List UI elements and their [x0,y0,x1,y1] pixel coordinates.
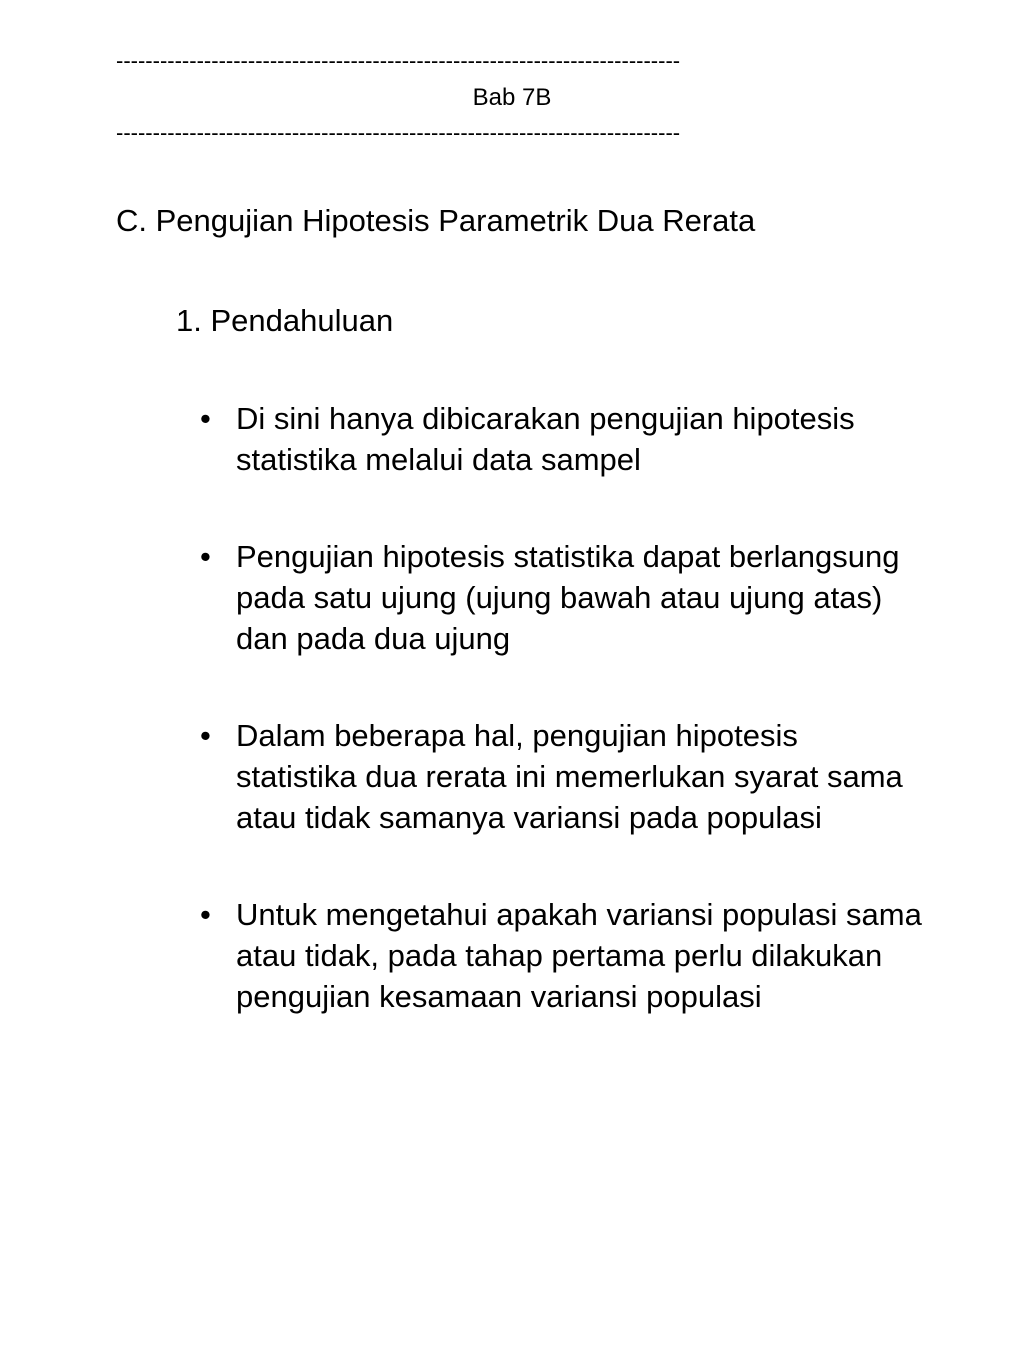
list-item [196,398,926,480]
bullet-text: Pengujian hipotesis statistika dapat berlangsung pada satu ujung (ujung bawah atau ujung atas) dan pada dua ujung [236,539,900,656]
section-title: C. Pengujian Hipotesis Parametrik Dua Rerata [116,203,756,238]
bullet-text: Di sini hanya dibicarakan pengujian hipotesis statistika melalui data sampel [236,401,855,477]
list-item [196,715,926,838]
header-rule-top: ----------------------------------------------------------------------------- [116,48,681,73]
chapter-label: Bab 7B [472,84,552,111]
list-item [196,894,926,1017]
bullet-text: Untuk mengetahui apakah variansi populasi sama atau tidak, pada tahap pertama perlu dilakukan pengujian kesamaan variansi populasi [236,897,922,1014]
bullet-list [196,398,926,1073]
bullet-text: Dalam beberapa hal, pengujian hipotesis statistika dua rerata ini memerlukan syarat sama atau tidak samanya variansi pada populasi [236,718,903,835]
subsection-title: 1. Pendahuluan [176,303,394,338]
bullet-marker: • [200,539,211,574]
header-rule-bottom: ----------------------------------------------------------------------------- [116,120,681,145]
bullet-marker: • [200,897,211,932]
bullet-marker: • [200,401,211,436]
list-item [196,536,926,659]
bullet-marker: • [200,718,211,753]
